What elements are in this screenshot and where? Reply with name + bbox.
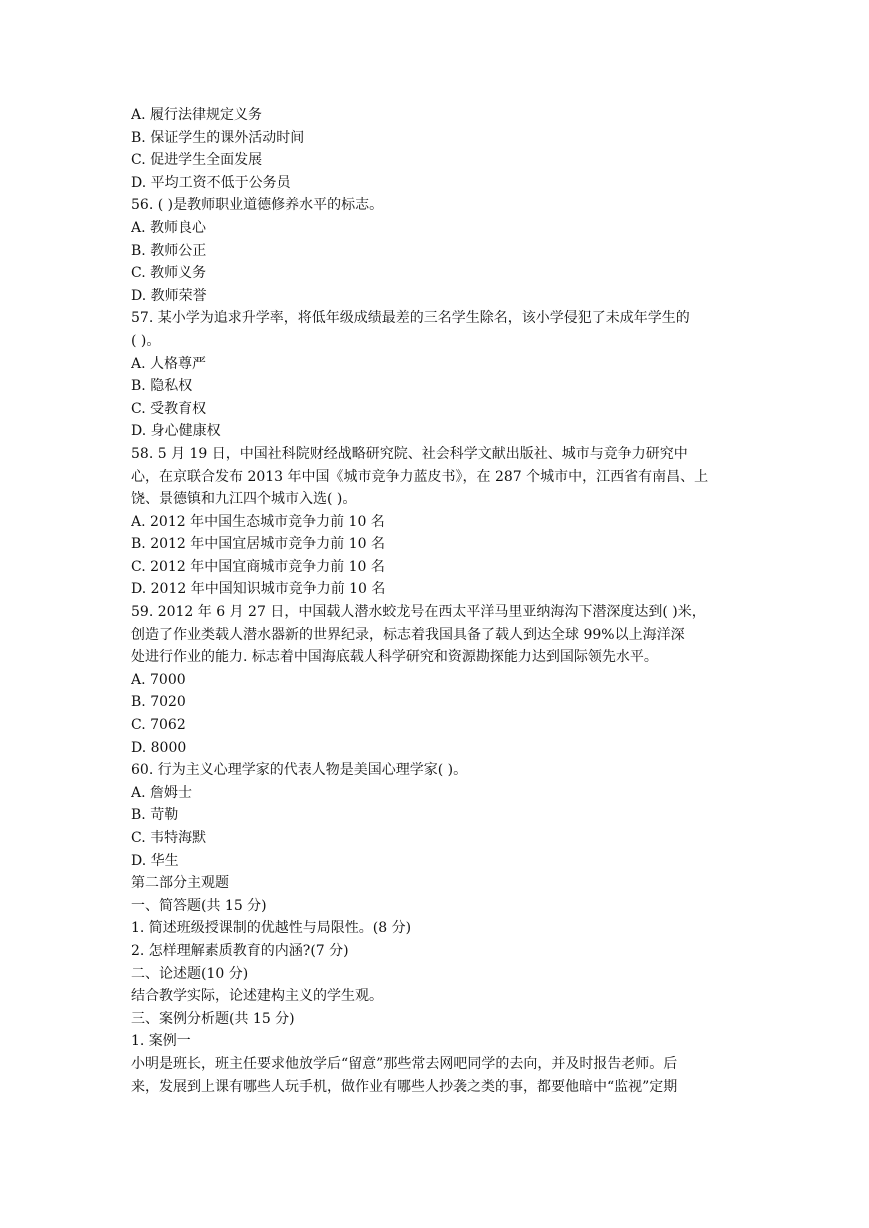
question-58-line-1: 58. 5 月 19 日，中国社科院财经战略研究院、社会科学文献出版社、城市与竞争力研究中 [131,445,688,462]
short-answer-2: 2. 怎样理解素质教育的内涵?(7 分) [131,942,349,959]
option-60-c: C. 韦特海默 [131,830,207,846]
option-56-b: B. 教师公正 [131,242,207,259]
option-57-a: A. 人格尊严 [131,355,207,372]
option-57-c: C. 受教育权 [131,400,207,417]
document-page [131,104,743,1098]
question-56: 56. ( )是教师职业道德修养水平的标志。 [131,197,384,214]
section-essay-heading: 二、论述题(10 分) [131,965,249,982]
option-58-d: D. 2012 年中国知识城市竞争力前 10 名 [131,581,386,598]
case-one-text-line-2: 来，发展到上课有哪些人玩手机，做作业有哪些人抄袭之类的事，都要他暗中“监视”定期 [131,1078,678,1095]
question-59-line-3: 处进行作业的能力. 标志着中国海底载人科学研究和资源勘探能力达到国际领先水平。 [131,649,658,666]
question-57-line-2: ( )。 [131,332,161,349]
option-58-b: B. 2012 年中国宜居城市竞争力前 10 名 [131,536,385,553]
question-58-line-3: 饶、景德镇和九江四个城市入选( )。 [131,491,357,508]
section-case-analysis-heading: 三、案例分析题(共 15 分) [131,1010,295,1027]
option-59-c: C. 7062 [131,717,186,734]
option-56-a: A. 教师良心 [131,219,207,236]
option-57-d: D. 身心健康权 [131,423,221,440]
option-59-a: A. 7000 [131,671,186,688]
option-55-b: B. 保证学生的课外活动时间 [131,129,305,146]
option-57-b: B. 隐私权 [131,378,193,395]
option-58-a: A. 2012 年中国生态城市竞争力前 10 名 [131,513,385,530]
option-56-d: D. 教师荣誉 [131,287,207,304]
option-55-a: A. 履行法律规定义务 [131,107,263,123]
question-58-line-2: 心，在京联合发布 2013 年中国《城市竞争力蓝皮书》，在 287 个城市中，江西省有南昌、上 [131,468,709,485]
option-60-a: A. 詹姆士 [131,784,193,801]
case-one-text-line-1: 小明是班长，班主任要求他放学后“留意”那些常去网吧同学的去向，并及时报告老师。后 [131,1055,678,1072]
part-two-heading: 第二部分主观题 [131,875,229,892]
question-59-line-2: 创造了作业类载人潜水器新的世界纪录，标志着我国具备了载人到达全球 99%以上海洋深 [131,626,685,643]
question-59-line-1: 59. 2012 年 6 月 27 日，中国载人潜水蛟龙号在西太平洋马里亚纳海沟下潜深度达到( )米， [131,604,706,621]
essay-prompt: 结合教学实际，论述建构主义的学生观。 [131,988,383,1005]
question-57-line-1: 57. 某小学为追求升学率，将低年级成绩最差的三名学生除名，该小学侵犯了未成年学生的 [131,310,690,327]
case-one-title: 1. 案例一 [131,1033,191,1050]
question-60: 60. 行为主义心理学家的代表人物是美国心理学家( )。 [131,762,468,779]
option-59-b: B. 7020 [131,694,186,711]
option-60-b: B. 苛勒 [131,807,179,824]
short-answer-1: 1. 简述班级授课制的优越性与局限性。(8 分) [131,920,412,937]
option-56-c: C. 教师义务 [131,265,207,282]
section-short-answer-heading: 一、简答题(共 15 分) [131,897,267,914]
option-59-d: D. 8000 [131,739,187,756]
option-55-c: C. 促进学生全面发展 [131,152,263,169]
option-55-d: D. 平均工资不低于公务员 [131,174,291,191]
option-60-d: D. 华生 [131,852,179,869]
option-58-c: C. 2012 年中国宜商城市竞争力前 10 名 [131,558,385,575]
